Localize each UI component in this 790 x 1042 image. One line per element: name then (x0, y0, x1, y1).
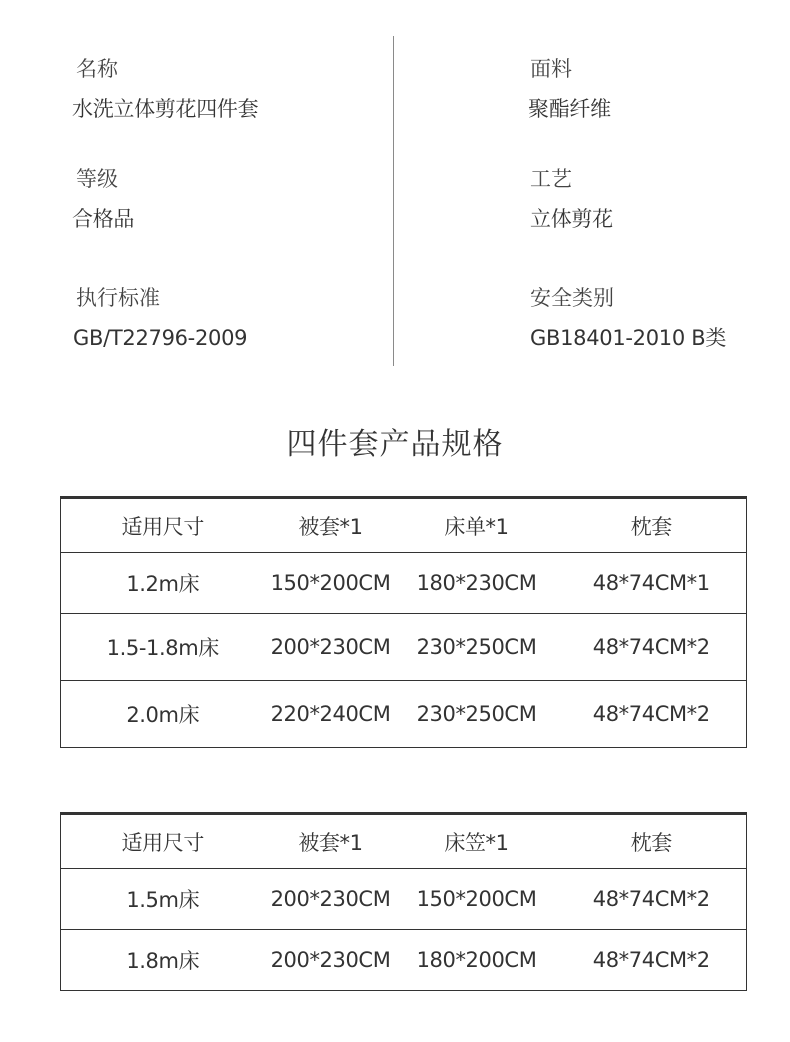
table-header-row (61, 498, 747, 553)
spec-label: 面料 (530, 57, 572, 81)
spec-label: 名称 (76, 57, 118, 81)
header-cell: 枕套 (557, 498, 747, 553)
table-cell: 48*74CM*2 (557, 614, 747, 681)
table-cell: 180*230CM (397, 553, 557, 614)
spec-name (72, 56, 259, 122)
spec-value: 水洗立体剪花四件套 (72, 97, 259, 121)
spec-safety-class (530, 285, 726, 351)
table-cell: 1.5m床 (61, 869, 265, 930)
product-specs (0, 0, 790, 370)
header-cell: 床笠*1 (397, 814, 557, 869)
table-row (61, 869, 747, 930)
spec-standard (73, 285, 248, 351)
spec-craft (530, 166, 613, 232)
table-cell: 48*74CM*2 (557, 869, 747, 930)
table-cell: 1.8m床 (126, 949, 200, 973)
header-cell: 床单*1 (397, 498, 557, 553)
spec-label: 执行标准 (76, 286, 160, 310)
table-cell: 150*200CM (265, 553, 397, 614)
table-cell: 48*74CM*2 (592, 702, 710, 726)
spec-value: GB/T22796-2009 (73, 326, 248, 350)
spec-label: 等级 (76, 167, 118, 191)
table-cell: 150*200CM (397, 869, 557, 930)
spec-value: GB18401-2010 B类 (530, 326, 727, 350)
header-cell: 枕套 (557, 814, 747, 869)
table-cell: 200*230CM (270, 948, 391, 972)
table-cell: 48*74CM*1 (557, 553, 747, 614)
spec-grade (72, 166, 135, 232)
spec-value: 立体剪花 (530, 207, 613, 231)
spec-label: 工艺 (530, 167, 572, 191)
spec-label: 安全类别 (530, 286, 614, 310)
size-table-fitted-sheet (60, 812, 747, 991)
spec-value: 合格品 (72, 207, 135, 231)
table-cell: 220*240CM (270, 702, 391, 726)
size-table-flat-sheet (60, 496, 747, 748)
table-row (61, 553, 747, 614)
table-cell: 48*74CM*2 (592, 948, 710, 972)
spec-value: 聚酯纤维 (528, 97, 611, 121)
section-title: 四件套产品规格 (286, 427, 504, 462)
table-row (61, 681, 747, 748)
table-header-row (61, 814, 747, 869)
table-cell: 180*200CM (416, 948, 537, 972)
table-cell: 230*250CM (416, 702, 537, 726)
table-cell: 1.2m床 (61, 553, 265, 614)
table-cell: 1.5-1.8m床 (61, 614, 265, 681)
table-row (61, 614, 747, 681)
header-cell: 适用尺寸 (61, 814, 265, 869)
table-cell: 2.0m床 (126, 703, 200, 727)
table-cell: 200*230CM (265, 614, 397, 681)
header-cell: 被套*1 (265, 814, 397, 869)
header-cell: 被套*1 (265, 498, 397, 553)
spec-fabric (530, 56, 611, 122)
specs-divider (393, 36, 394, 366)
header-cell: 适用尺寸 (61, 498, 265, 553)
table-cell: 200*230CM (265, 869, 397, 930)
table-cell: 230*250CM (397, 614, 557, 681)
table-row (61, 930, 747, 991)
